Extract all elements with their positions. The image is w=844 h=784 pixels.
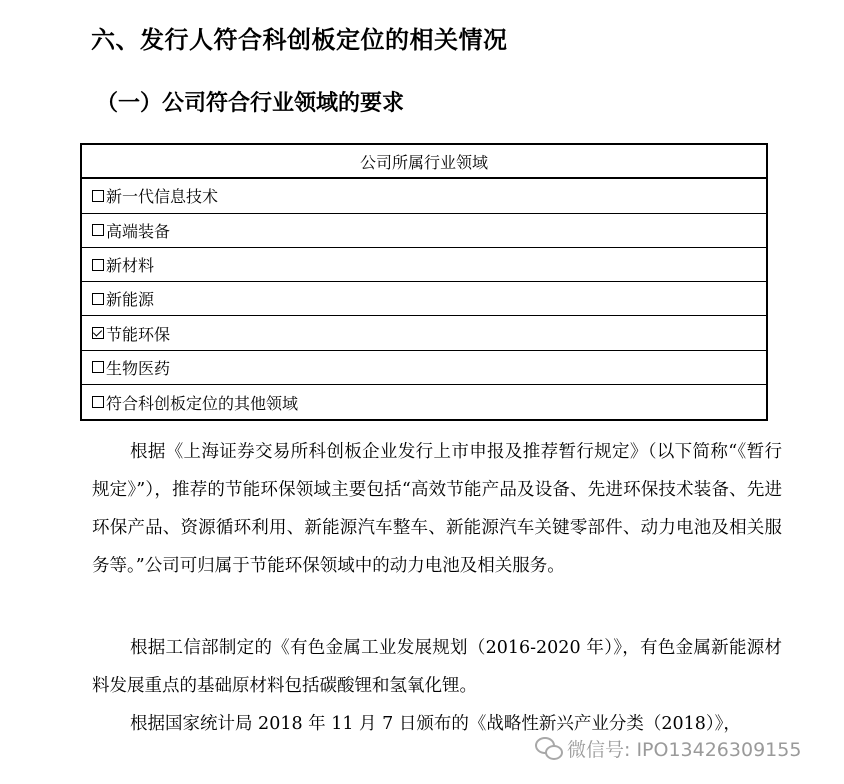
table-row bbox=[82, 282, 766, 316]
subsection-heading: （一）公司符合行业领域的要求 bbox=[96, 91, 405, 116]
table-row bbox=[82, 385, 766, 419]
table-header: 公司所属行业领域 bbox=[82, 145, 766, 179]
checkbox-icon bbox=[92, 190, 104, 202]
checkbox-icon bbox=[92, 224, 104, 236]
table-row bbox=[82, 316, 766, 350]
row-label: 高端装备 bbox=[106, 221, 171, 241]
table-row bbox=[82, 179, 766, 213]
checkbox-icon bbox=[92, 293, 104, 305]
paragraph-miit-plan: 根据工信部制定的《有色金属工业发展规划（2016-2020 年）》，有色金属新能源材料发展重点的基础原材料包括碳酸锂和氢氧化锂。 bbox=[92, 638, 782, 696]
wechat-icon bbox=[535, 737, 561, 759]
checkbox-icon bbox=[92, 327, 104, 339]
table-row bbox=[82, 351, 766, 385]
row-label: 新材料 bbox=[106, 256, 155, 276]
section-heading: 六、发行人符合科创板定位的相关情况 bbox=[91, 26, 508, 54]
row-label: 新一代信息技术 bbox=[106, 187, 219, 207]
checkbox-icon bbox=[92, 259, 104, 271]
industry-table bbox=[80, 143, 768, 421]
paragraph-statistics: 根据国家统计局 2018 年 11 月 7 日颁布的《战略性新兴产业分类（2018）》， bbox=[130, 714, 741, 734]
table-row bbox=[82, 248, 766, 282]
checkbox-icon bbox=[92, 361, 104, 373]
row-label: 生物医药 bbox=[106, 358, 171, 378]
row-label: 节能环保 bbox=[106, 324, 171, 344]
paragraph-regulation: 根据《上海证券交易所科创板企业发行上市申报及推荐暂行规定》（以下简称“《暂行规定》”），推荐的节能环保领域主要包括“高效节能产品及设备、先进环保技术装备、先进环保产品、资源循环利用、新能源汽车整车、新能源汽车关键零部件、动力电池及相关服务等。”公司可归属于节能环保领域中的动力电池及相关服务。 bbox=[92, 442, 782, 576]
row-label: 新能源 bbox=[106, 290, 155, 310]
wechat-watermark bbox=[535, 733, 801, 763]
table-row bbox=[82, 214, 766, 248]
row-label: 符合科创板定位的其他领域 bbox=[106, 393, 299, 413]
watermark-text: 微信号: IPO13426309155 bbox=[567, 738, 802, 761]
checkbox-icon bbox=[92, 396, 104, 408]
